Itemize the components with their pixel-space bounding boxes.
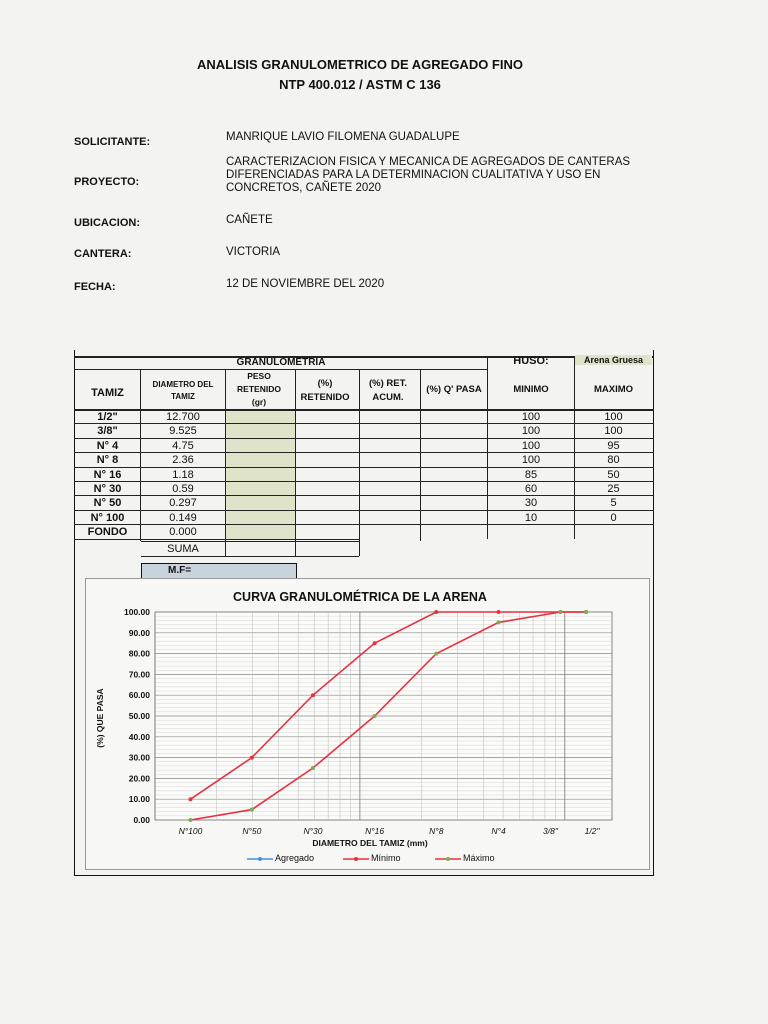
y-tick-label: 20.00 [128,773,150,784]
proyecto-value: CARACTERIZACION FISICA Y MECANICA DE AGREGADOS DE CANTERAS DIFERENCIADAS PARA LA DETERMINACION CUALITATIVA Y USO EN CONCRETOS, CAÑETE 2020 [226,156,631,194]
table-cell-minimo: 60 [524,483,538,495]
legend [245,852,545,866]
suma-label: SUMA [167,543,199,555]
minimo-point [311,693,315,697]
table-cell-diametro: 0.59 [172,483,194,495]
table-cell-diametro: 9.525 [169,425,197,438]
x-tick-label: 3/8" [543,826,558,836]
tamiz-header: TAMIZ [91,387,124,399]
table-cell-minimo: 100 [521,454,541,467]
table-cell-minimo: 85 [524,468,538,481]
table-cell-tamiz: 3/8" [97,425,118,438]
ubicacion-label: UBICACION: [74,217,140,229]
table-cell-tamiz: N° 4 [96,439,119,452]
chart-title: CURVA GRANULOMÉTRICA DE LA ARENA [233,590,487,604]
table-cell-tamiz: N° 8 [96,454,119,467]
x-tick-label: N°8 [429,826,444,836]
y-tick-label: 90.00 [128,627,150,638]
huso-label: HUSO: [513,355,549,367]
mf-label: M.F= [168,565,192,576]
table-cell-diametro: 1.18 [172,468,194,481]
table-cell-diametro: 0.000 [169,526,197,539]
table-cell-maximo: 50 [607,468,620,481]
table-cell-tamiz: N° 50 [93,497,122,510]
legend-maximo-marker [446,857,450,861]
x-tick-label: 1/2" [584,826,600,836]
minimo-point [250,756,254,760]
minimo-point [188,797,192,801]
table-cell-diametro: 12.700 [166,411,200,423]
maximo-point [188,818,192,822]
retenido-header: (%) RETENIDO [300,378,350,403]
maximo-point [584,610,588,614]
table-cell-maximo: 5 [610,497,617,510]
table-cell-diametro: 2.36 [172,454,194,467]
x-tick-label: N°16 [365,826,385,836]
cantera-label: CANTERA: [74,248,132,260]
x-tick-label: N°4 [491,826,506,836]
page-subtitle: NTP 400.012 / ASTM C 136 [279,77,441,92]
table-cell-maximo: 100 [604,411,623,423]
pasa-header: (%) Q' PASA [426,384,482,395]
y-tick-label: 80.00 [128,648,150,659]
y-tick-label: 30.00 [128,752,150,763]
maximo-point [373,714,377,718]
table-cell-tamiz: FONDO [87,526,128,539]
maximo-point [434,652,438,656]
granulometria-header: GRANULOMETRIA [236,357,326,368]
ubicacion-value: CAÑETE [226,214,273,226]
legend-minimo: Mínimo [371,853,401,863]
x-tick-label: N°100 [178,826,203,836]
acum-header: (%) RET. ACUM. [369,378,407,403]
maximo-point [497,620,501,624]
y-tick-label: 100.00 [124,607,150,617]
table-cell-maximo: 0 [610,511,617,524]
legend-minimo-marker [354,857,358,861]
y-axis-label: (%) QUE PASA [95,688,105,748]
x-tick-label: N°50 [242,826,262,836]
table-cell-minimo: 30 [524,497,538,510]
legend-agregado-marker [258,857,262,861]
huso-value: Arena Gruesa [575,355,652,365]
page-title: ANALISIS GRANULOMETRICO DE AGREGADO FINO [197,57,523,72]
table-cell-tamiz: N° 30 [93,483,122,495]
table-cell-tamiz: N° 16 [93,468,122,481]
maximo-point [311,766,315,770]
table-cell-minimo: 100 [521,425,541,438]
solicitante-value: MANRIQUE LAVIO FILOMENA GUADALUPE [226,131,460,143]
fecha-label: FECHA: [74,281,116,293]
minimo-point [373,641,377,645]
fecha-value: 12 DE NOVIEMBRE DEL 2020 [226,278,385,290]
x-axis-label: DIAMETRO DEL TAMIZ (mm) [312,838,428,848]
table-cell-maximo: 80 [607,454,620,467]
y-tick-label: 60.00 [128,690,150,701]
y-tick-label: 70.00 [128,669,150,680]
maximo-point [558,610,562,614]
table-cell-maximo: 100 [604,425,623,438]
table-cell-minimo: 100 [521,411,541,423]
legend-maximo: Máximo [463,853,495,863]
table-cell-tamiz: N° 100 [90,511,125,524]
diametro-header: DIAMETRO DEL TAMIZ [152,380,214,401]
y-tick-label: 10.00 [128,794,150,805]
proyecto-label: PROYECTO: [74,176,140,188]
peso-header: PESO RETENIDO (gr) [237,371,281,407]
y-tick-label: 40.00 [128,731,150,742]
table-cell-tamiz: 1/2" [97,411,118,423]
x-tick-label: N°30 [303,826,323,836]
minimo-header: MINIMO [513,384,549,395]
y-tick-label: 0.00 [133,815,150,825]
table-cell-diametro: 0.149 [169,511,197,524]
maximo-header: MAXIMO [593,384,634,395]
cantera-value: VICTORIA [226,246,281,258]
table-cell-maximo: 25 [607,483,620,495]
table-cell-diametro: 0.297 [169,497,197,510]
table-cell-diametro: 4.75 [172,439,194,452]
solicitante-label: SOLICITANTE: [74,136,151,148]
legend-agregado: Agregado [275,853,315,863]
table-cell-minimo: 100 [521,439,541,452]
table-cell-maximo: 95 [607,439,620,452]
y-tick-label: 50.00 [128,711,150,721]
table-cell-minimo: 10 [524,511,538,524]
minimo-point [434,610,438,614]
maximo-point [250,808,254,812]
minimo-point [497,610,501,614]
